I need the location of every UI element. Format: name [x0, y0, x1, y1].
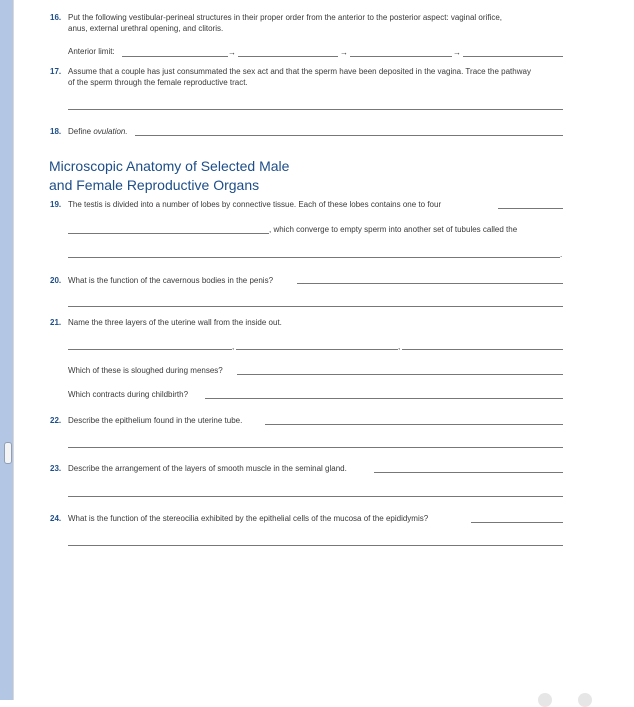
- q22-text: Describe the epithelium found in the uterine tube.: [68, 416, 243, 425]
- section-heading-line2: and Female Reproductive Organs: [49, 177, 260, 193]
- q23-answer-line-1[interactable]: [374, 472, 563, 473]
- left-sidebar-strip: [0, 0, 13, 700]
- q19-period: .: [560, 250, 563, 259]
- q16-answer-blank-4[interactable]: [463, 56, 563, 57]
- q16-answer-blank-3[interactable]: [350, 56, 452, 57]
- q21-number: 21.: [50, 318, 62, 327]
- q24-text: What is the function of the stereocilia exhibited by the epithelial cells of the mucosa of the epididymis?: [68, 514, 429, 523]
- section-heading: [49, 157, 349, 195]
- q16-answer-blank-1[interactable]: [122, 56, 228, 57]
- q21-comma-2: ,: [398, 342, 401, 351]
- q23-number: 23.: [50, 464, 62, 473]
- q18-answer-line[interactable]: [135, 135, 563, 136]
- q24-number: 24.: [50, 514, 62, 523]
- q20-answer-line-2[interactable]: [68, 306, 563, 307]
- q24-answer-line-1[interactable]: [471, 522, 563, 523]
- q19-answer-blank-1[interactable]: [498, 208, 563, 209]
- q17-text-line2: of the sperm through the female reproductive tract.: [68, 78, 248, 87]
- q18-text-italic: ovulation.: [93, 127, 128, 136]
- q16-text-line2: anus, external urethral opening, and clitoris.: [68, 24, 224, 33]
- q20-text: What is the function of the cavernous bodies in the penis?: [68, 276, 274, 285]
- q17-answer-line[interactable]: [68, 109, 563, 110]
- q24-answer-line-2[interactable]: [68, 545, 563, 546]
- q16-number: 16.: [50, 13, 62, 22]
- q20-answer-line-1[interactable]: [297, 283, 563, 284]
- page-control-button-2[interactable]: [578, 693, 592, 707]
- q20-number: 20.: [50, 276, 62, 285]
- q16-arrow-1: →: [228, 48, 236, 57]
- q22-answer-line-2[interactable]: [68, 447, 563, 448]
- q22-answer-line-1[interactable]: [265, 424, 563, 425]
- sidebar-divider: [13, 0, 14, 700]
- section-heading-line1: Microscopic Anatomy of Selected Male: [49, 158, 290, 174]
- q16-anterior-label: Anterior limit:: [68, 47, 115, 56]
- q18-text: [68, 127, 128, 137]
- q21-sub-question-2: Which contracts during childbirth?: [68, 390, 189, 399]
- q21-layer-blank-1[interactable]: [68, 349, 232, 350]
- q22-number: 22.: [50, 416, 62, 425]
- q23-answer-line-2[interactable]: [68, 496, 563, 497]
- q21-sub-answer-2[interactable]: [205, 398, 563, 399]
- q23-text: Describe the arrangement of the layers of smooth muscle in the seminal gland.: [68, 464, 347, 473]
- q16-arrow-2: →: [340, 48, 348, 57]
- q21-sub-question-1: Which of these is sloughed during menses?: [68, 366, 223, 375]
- q18-text-plain: Define: [68, 127, 94, 136]
- q16-answer-blank-2[interactable]: [238, 56, 338, 57]
- q17-number: 17.: [50, 67, 62, 76]
- q21-sub-answer-1[interactable]: [237, 374, 563, 375]
- q21-text: Name the three layers of the uterine wall from the inside out.: [68, 318, 282, 327]
- q21-layer-blank-3[interactable]: [402, 349, 563, 350]
- q19-answer-blank-3[interactable]: [68, 257, 560, 258]
- q19-number: 19.: [50, 200, 62, 209]
- q16-text-line1: Put the following vestibular-perineal structures in their proper order from the anterior to the posterior aspect: vaginal orifice,: [68, 13, 502, 22]
- q19-text-line2: , which converge to empty sperm into another set of tubules called the: [269, 225, 518, 234]
- q16-arrow-3: →: [453, 48, 461, 57]
- q18-number: 18.: [50, 127, 62, 136]
- q19-text-line1: The testis is divided into a number of lobes by connective tissue. Each of these lobes contains one to four: [68, 200, 442, 209]
- page-control-button-1[interactable]: [538, 693, 552, 707]
- q21-layer-blank-2[interactable]: [236, 349, 398, 350]
- scrollbar-thumb[interactable]: [4, 442, 12, 464]
- q21-comma-1: ,: [232, 342, 235, 351]
- q19-answer-blank-2[interactable]: [68, 233, 269, 234]
- q17-text-line1: Assume that a couple has just consummated the sex act and that the sperm have been deposited in the vagina. Trace the pathway: [68, 67, 531, 76]
